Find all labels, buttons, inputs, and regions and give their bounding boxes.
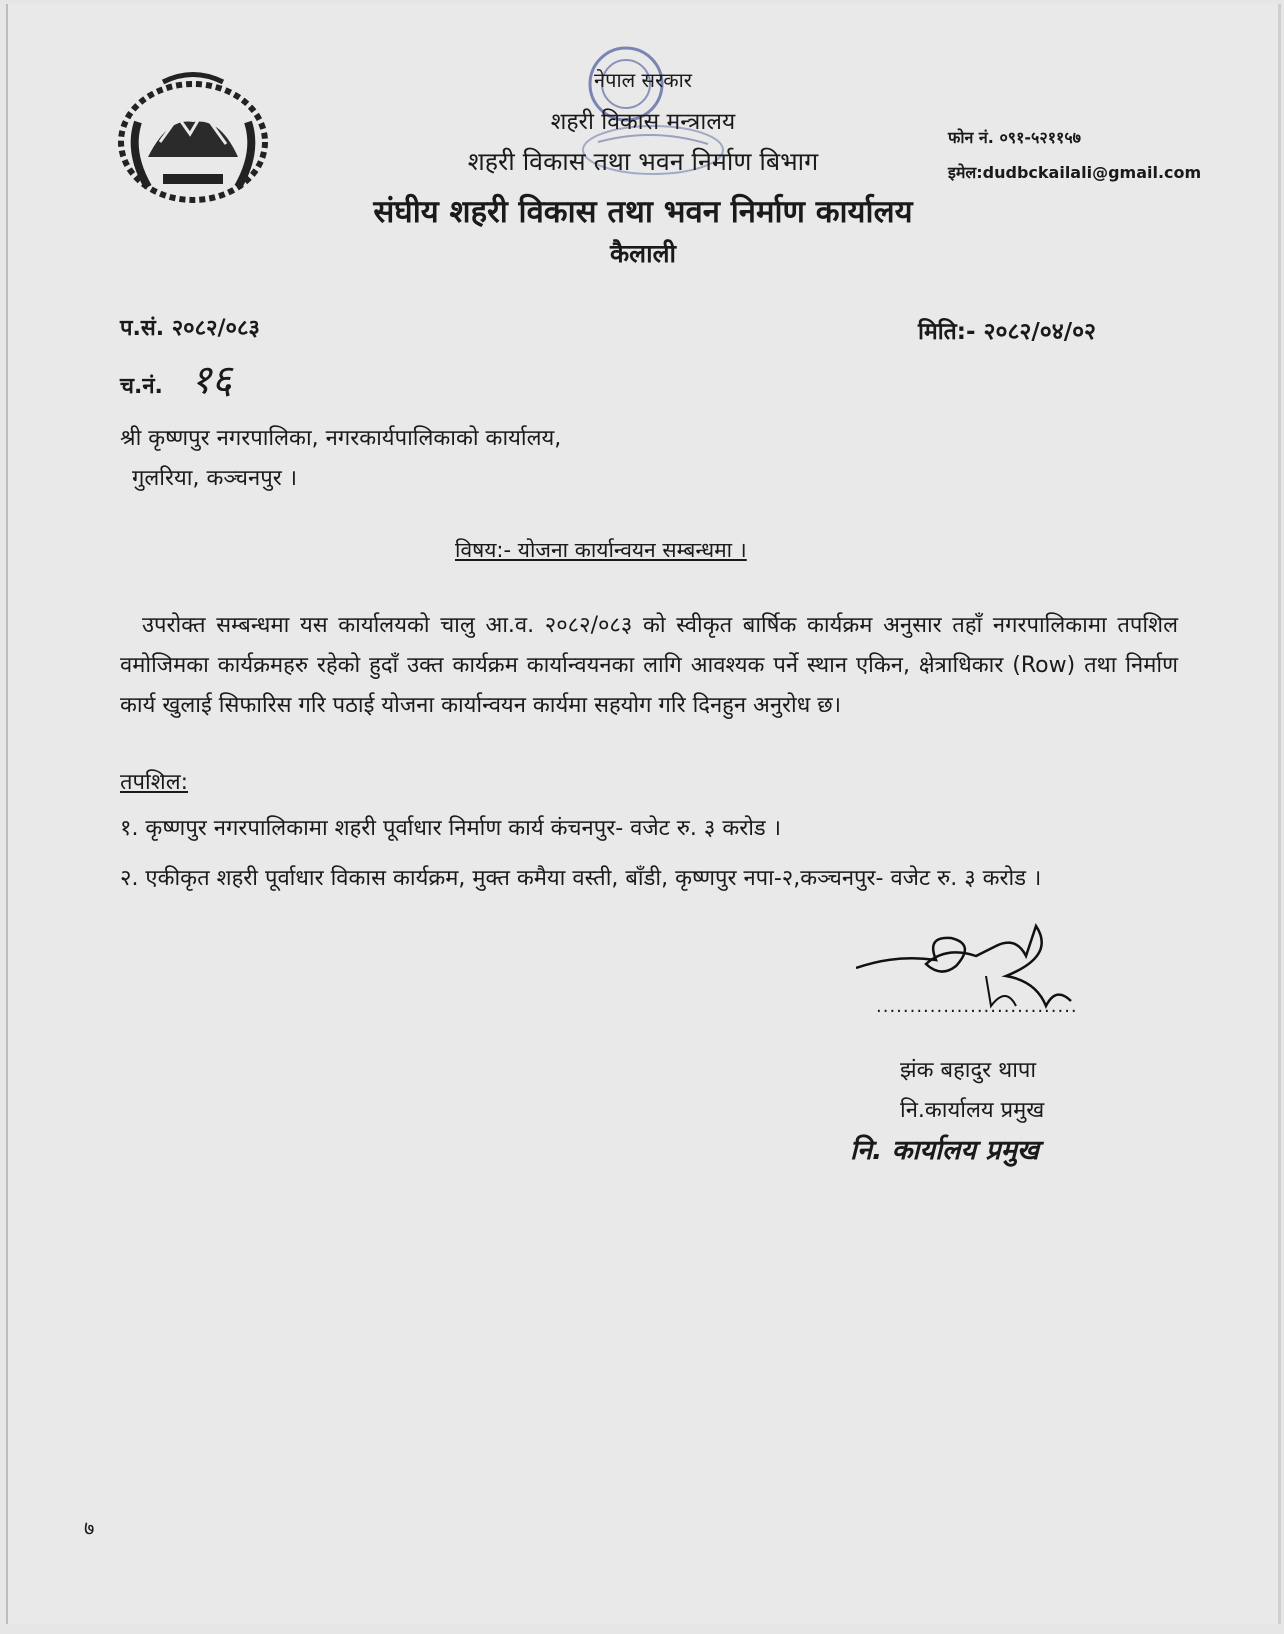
dispatch-label: च.नं. bbox=[120, 374, 163, 399]
letter-date: मिति:- २०८२/०४/०२ bbox=[918, 319, 1097, 345]
header-government: नेपाल सरकार bbox=[594, 68, 692, 92]
contact-phone: फोन नं. ०९१-५२११५७ bbox=[948, 128, 1081, 147]
signatory-designation: नि.कार्यालय प्रमुख bbox=[900, 1098, 1045, 1123]
recipient-line2: गुलरिया, कञ्चनपुर । bbox=[132, 466, 298, 491]
details-item-2: २. एकीकृत शहरी पूर्वाधार विकास कार्यक्रम, मुक्त कमैया वस्ती, बाँडी, कृष्णपुर नपा-२,कञ्चनपुर- वजेट रु. ३ करोड । bbox=[120, 866, 1042, 891]
designation-stamp: नि. कार्यालय प्रमुख bbox=[850, 1135, 1039, 1166]
signatory-name: झंक बहादुर थापा bbox=[900, 1058, 1037, 1083]
dispatch-value: १६ bbox=[190, 357, 233, 403]
page-mark: ७ bbox=[84, 1516, 95, 1540]
dispatch-number bbox=[120, 350, 232, 405]
recipient-line1: श्री कृष्णपुर नगरपालिका, नगरकार्यपालिकाको कार्यालय, bbox=[120, 426, 562, 451]
body-paragraph: उपरोक्त सम्बन्धमा यस कार्यालयको चालु आ.व. २०८२/०८३ को स्वीकृत बार्षिक कार्यक्रम अनुसार तहाँ नगरपालिकामा तपशिल वमोजिमका कार्यक्रमहरु रहेको हुदाँ उक्त कार्यक्रम कार्यान्वयनका लागि आवश्यक पर्ने स्थान एकिन, क्षेत्राधिकार (Row) तथा निर्माण कार्य खुलाई सिफारिस गरि पठाई योजना कार्यान्वयन कार्यमा सहयोग गरि दिनहुन अनुरोध छ। bbox=[120, 613, 1178, 718]
reference-number: प.सं. २०८२/०८३ bbox=[120, 316, 260, 341]
header-ministry: शहरी विकास मन्त्रालय bbox=[550, 109, 736, 135]
details-heading: तपशिल: bbox=[120, 770, 189, 795]
subject-line: विषय:- योजना कार्यान्वयन सम्बन्धमा । bbox=[455, 538, 747, 562]
contact-email: इमेल:dudbckailali@gmail.com bbox=[948, 163, 1202, 182]
header-office: संघीय शहरी विकास तथा भवन निर्माण कार्यालय bbox=[373, 194, 913, 230]
letter-page bbox=[6, 4, 1281, 1624]
header-district: कैलाली bbox=[609, 239, 677, 268]
header-department: शहरी विकास तथा भवन निर्माण बिभाग bbox=[467, 147, 819, 176]
signature-line: .............................. bbox=[876, 996, 1078, 1017]
details-item-1: १. कृष्णपुर नगरपालिकामा शहरी पूर्वाधार निर्माण कार्य कंचनपुर- वजेट रु. ३ करोड । bbox=[120, 816, 782, 841]
